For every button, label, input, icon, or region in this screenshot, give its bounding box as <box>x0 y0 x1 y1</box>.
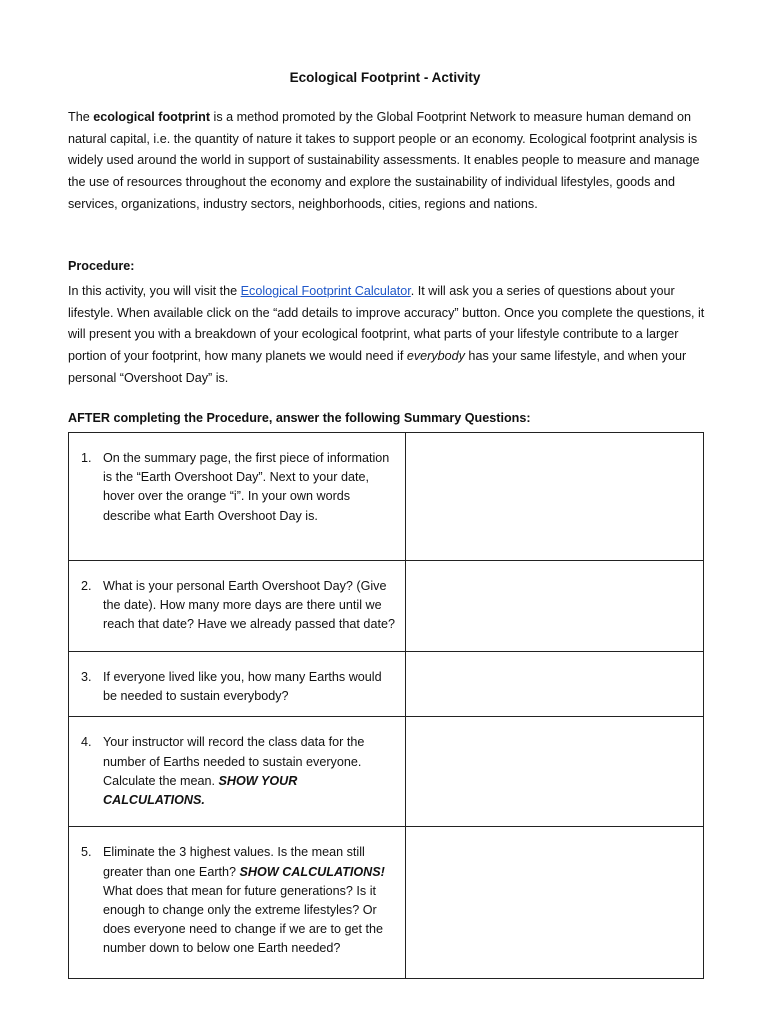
procedure-italic-word: everybody <box>406 349 465 364</box>
question-cell-2 <box>69 561 406 652</box>
question-number-2: 2. <box>81 579 92 593</box>
question-row-3 <box>69 652 704 717</box>
procedure-heading: Procedure: <box>68 259 135 273</box>
question-text-5: Eliminate the 3 highest values. Is the mean still greater than one Earth? <box>103 845 365 879</box>
question-cell-3 <box>69 652 406 717</box>
question-row-2 <box>69 561 704 652</box>
procedure-paragraph <box>68 281 708 390</box>
question-text-4: Your instructor will record the class data for the number of Earths needed to sustain everyone. Calculate the mean. <box>103 735 365 788</box>
question-number-4: 4. <box>81 735 92 750</box>
question-emphasis-4: SHOW YOUR CALCULATIONS. <box>103 773 298 808</box>
answer-cell-5[interactable] <box>406 827 704 979</box>
intro-prefix: The <box>68 110 94 124</box>
question-row-4 <box>69 717 704 827</box>
answer-cell-2[interactable] <box>406 561 704 652</box>
answer-cell-4[interactable] <box>406 717 704 827</box>
intro-bold-term: ecological footprint <box>93 110 211 124</box>
question-text-2: What is your personal Earth Overshoot Day? (Give the date). How many more days are there until we reach that date? Have we already passed that date? <box>103 579 395 632</box>
question-number-1: 1. <box>81 451 92 465</box>
answer-cell-1[interactable] <box>406 433 704 561</box>
procedure-before-link: In this activity, you will visit the <box>68 284 241 298</box>
calculator-link[interactable]: Ecological Footprint Calculator <box>240 284 411 298</box>
procedure-end: has your same lifestyle, and when your personal “Overshoot Day” is. <box>68 349 687 385</box>
question-emphasis-5: SHOW CALCULATIONS! <box>239 864 385 879</box>
document-title: Ecological Footprint - Activity <box>289 70 481 85</box>
intro-rest: is a method promoted by the Global Footprint Network to measure human demand on natural capital, i.e. the quantity of nature it takes to support people or an economy. Ecological footprint analysis is widely used around the world in support of sustainability assessments. It enables people to measure and manage the use of resources throughout the economy and explore the sustainability of individual lifestyles, goods and services, organizations, industry sectors, neighborhoods, cities, regions and nations. <box>68 110 700 211</box>
question-cell-1 <box>69 433 406 561</box>
question-row-1 <box>69 433 704 561</box>
summary-questions-table <box>68 432 704 979</box>
question-text-1: On the summary page, the first piece of information is the “Earth Overshoot Day”. Next to your date, hover over the orange “i”. In your own words describe what Earth Overshoot Day is. <box>103 451 390 523</box>
question-number-5: 5. <box>81 845 92 860</box>
question-number-3: 3. <box>81 670 92 684</box>
intro-paragraph <box>68 107 708 216</box>
question-row-5 <box>69 827 704 979</box>
procedure-after-link: . It will ask you a series of questions about your lifestyle. When available click on the “add details to improve accuracy” button. Once you complete the questions, it will present you with a breakdown of your ecological footprint, what parts of your lifestyle contribute to a larger portion of your footprint, how many planets we would need if <box>68 284 705 364</box>
question-text-3: If everyone lived like you, how many Earths would be needed to sustain everybody? <box>103 670 382 704</box>
question-text-after-5: What does that mean for future generations? Is it enough to change only the extreme lifestyles? Or does everyone need to change if we are to get the number down to below one Earth needed? <box>103 883 384 956</box>
question-cell-4 <box>69 717 406 827</box>
summary-heading: AFTER completing the Procedure, answer the following Summary Questions: <box>68 411 531 425</box>
answer-cell-3[interactable] <box>406 652 704 717</box>
question-cell-5 <box>69 827 406 979</box>
